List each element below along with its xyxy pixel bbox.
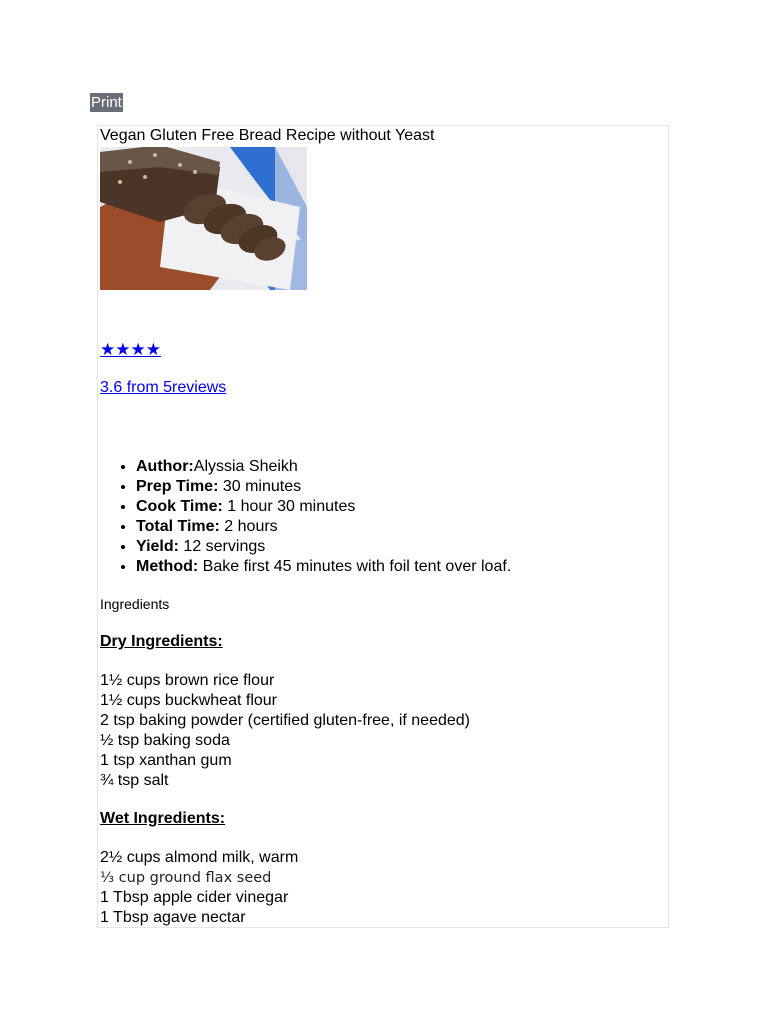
list-item: 2 tsp baking powder (certified gluten-free, if needed)	[100, 712, 470, 729]
dry-ingredients-heading: Dry Ingredients:	[100, 633, 223, 650]
list-item: 1½ cups buckwheat flour	[100, 692, 277, 709]
meta-author: • Author:Alyssia Sheikh	[136, 457, 511, 477]
ingredients-heading: Ingredients	[100, 596, 170, 612]
recipe-meta-list	[100, 457, 511, 577]
recipe-title: Vegan Gluten Free Bread Recipe without Yeast	[100, 127, 435, 144]
recipe-card	[97, 125, 669, 928]
list-item: 1 Tbsp apple cider vinegar	[100, 889, 289, 906]
list-item: ½ tsp baking soda	[100, 732, 230, 749]
wet-ingredients-list	[100, 848, 298, 928]
meta-total-time: • Total Time: 2 hours	[136, 517, 511, 537]
print-button[interactable]: Print	[91, 94, 122, 111]
wet-ingredients-heading: Wet Ingredients:	[100, 810, 226, 827]
rating-stars[interactable]: ★★★★	[100, 340, 161, 359]
meta-method: • Method: Bake first 45 minutes with foil tent over loaf.	[136, 557, 511, 577]
list-item: 1 Tbsp agave nectar	[100, 909, 246, 926]
list-item: ¾ tsp salt	[100, 772, 169, 789]
list-item: 1½ cups brown rice flour	[100, 672, 275, 689]
list-item: 2½ cups almond milk, warm	[100, 849, 299, 866]
dry-ingredients-list	[100, 671, 470, 791]
list-item: 1 tsp xanthan gum	[100, 752, 232, 769]
meta-cook-time: • Cook Time: 1 hour 30 minutes	[136, 497, 511, 517]
meta-yield: • Yield: 12 servings	[136, 537, 511, 557]
bread-photo	[100, 147, 307, 290]
list-item: ⅓ cup ground flax seed	[100, 870, 272, 886]
meta-prep-time: • Prep Time: 30 minutes	[136, 477, 511, 497]
rating-reviews-link[interactable]: 3.6 from 5reviews	[100, 379, 227, 396]
